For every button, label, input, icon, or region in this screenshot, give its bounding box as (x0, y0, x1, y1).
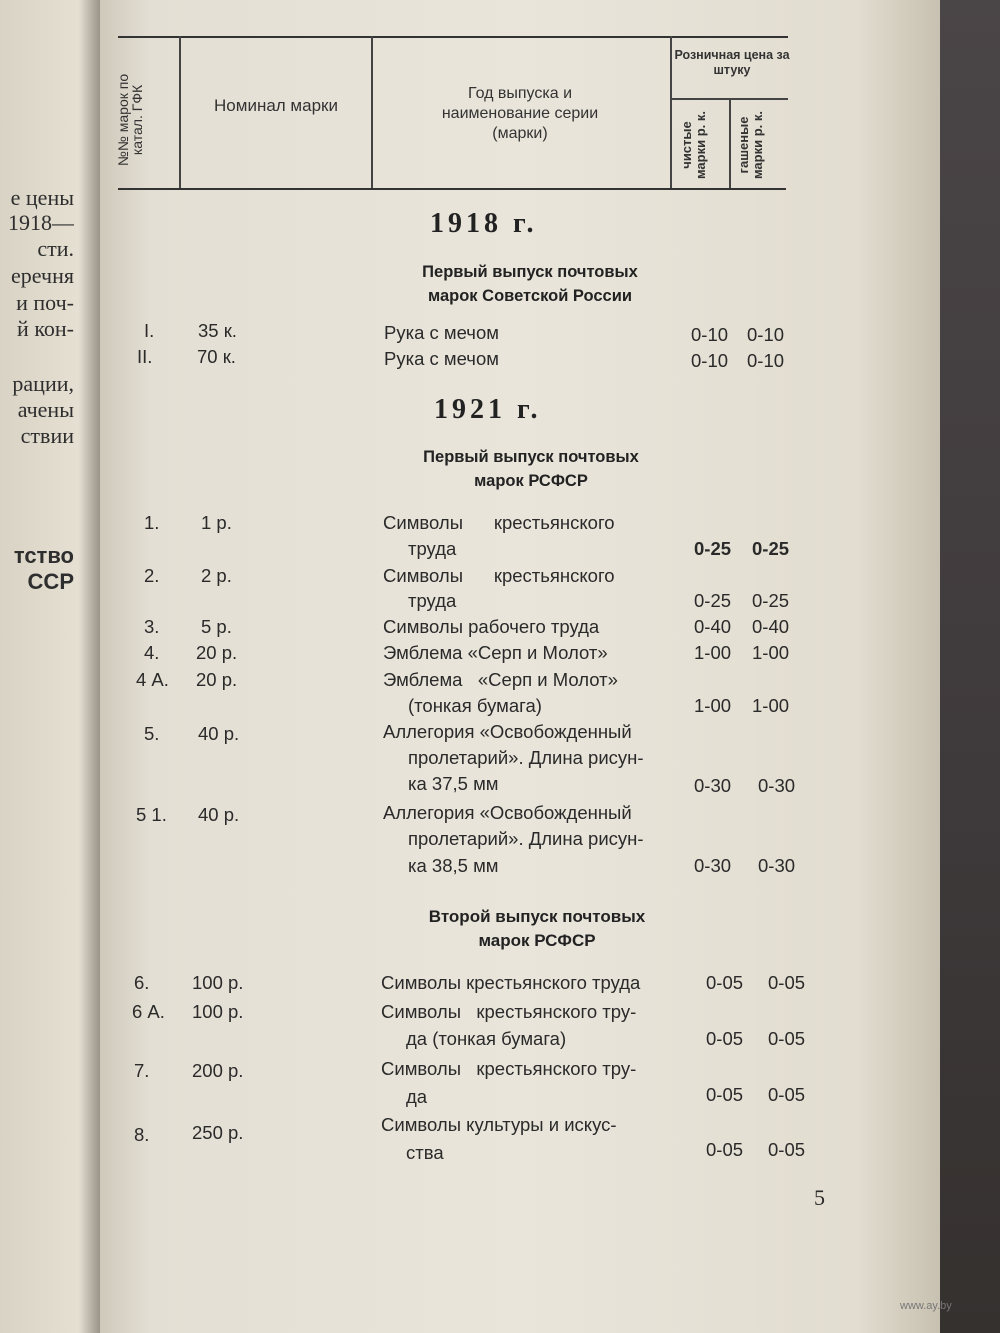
price-used: 0-05 (768, 1139, 806, 1160)
price-clean: 0-40 (694, 616, 732, 637)
header-catalog-number: №№ марок по катал. ГФК (115, 73, 145, 167)
nominal: 35 к. (198, 320, 237, 341)
header-top-rule (118, 36, 788, 38)
nominal: 2 р. (201, 565, 232, 586)
left-page-fragment: ствии (20, 424, 74, 448)
stamp-description: Символы крестьянского (383, 512, 615, 533)
left-page-fragment: ССР (27, 570, 74, 594)
price-clean: 1-00 (694, 695, 732, 716)
price-clean: 0-30 (694, 775, 732, 796)
stamp-description: Аллегория «Освобожденный (383, 721, 632, 742)
stamp-description: пролетарий». Длина рисун- (408, 747, 644, 768)
nominal: 100 р. (192, 972, 244, 993)
catalog-number: 4. (144, 642, 160, 663)
price-used: 0-05 (768, 1084, 806, 1105)
header-divider (729, 98, 731, 188)
left-page-fragment: еречня (11, 264, 74, 288)
price-clean: 0-05 (706, 1028, 744, 1049)
watermark: www.ay.by (900, 1300, 952, 1312)
header-retail-price: Розничная цена за штуку (674, 48, 790, 77)
catalog-number: 6. (134, 972, 150, 993)
nominal: 5 р. (201, 616, 232, 637)
catalog-number: I. (144, 320, 155, 341)
catalog-number: II. (137, 346, 153, 367)
stamp-description: Символы крестьянского (383, 565, 615, 586)
stamp-description: труда (408, 590, 457, 611)
price-clean: 0-10 (691, 350, 729, 371)
catalog-number: 2. (144, 565, 160, 586)
series-title: Первый выпуск почтовых марок Советской России (422, 263, 638, 305)
price-clean: 0-05 (706, 1139, 744, 1160)
price-used: 0-05 (768, 972, 806, 993)
price-used: 0-30 (758, 855, 796, 876)
stamp-description: пролетарий». Длина рисун- (408, 828, 644, 849)
stamp-description: Символы крестьянского труда (381, 972, 641, 993)
nominal: 100 р. (192, 1001, 244, 1022)
stamp-description: Символы рабочего труда (383, 616, 600, 637)
price-clean: 0-25 (694, 538, 732, 559)
stamp-description: Аллегория «Освобожденный (383, 802, 632, 823)
price-used: 0-40 (752, 616, 790, 637)
stamp-description: Эмблема «Серп и Молот» (383, 669, 618, 690)
catalog-number: 5 1. (136, 804, 167, 825)
catalog-number: 5. (144, 723, 160, 744)
stamp-description: Эмблема «Серп и Молот» (383, 642, 608, 663)
header-divider (670, 36, 672, 188)
header-series: Год выпуска и наименование серии (марки) (441, 85, 599, 142)
price-used: 0-10 (747, 324, 785, 345)
header-divider (371, 36, 373, 188)
catalog-number: 7. (134, 1060, 150, 1081)
header-bottom-rule (118, 188, 786, 190)
stamp-description: (тонкая бумага) (408, 695, 542, 716)
page-number: 5 (814, 1185, 825, 1210)
nominal: 40 р. (198, 804, 240, 825)
price-clean: 1-00 (694, 642, 732, 663)
header-used-stamps: гашеные марки р. к. (736, 111, 765, 180)
left-page-fragment: сти. (37, 237, 74, 261)
catalog-number: 4 А. (136, 669, 169, 690)
catalog-number: 1. (144, 512, 160, 533)
left-page-fragment: е цены (10, 186, 74, 210)
price-clean: 0-25 (694, 590, 732, 611)
header-clean-stamps: чистые марки р. к. (679, 111, 708, 180)
header-subrule (670, 98, 788, 100)
catalog-number: 8. (134, 1124, 150, 1145)
nominal: 1 р. (201, 512, 232, 533)
header-divider (179, 36, 181, 188)
price-used: 1-00 (752, 695, 790, 716)
stamp-description: Символы культуры и искус- (381, 1114, 617, 1135)
year-heading-1921: 1921 г. (434, 394, 542, 425)
nominal: 40 р. (198, 723, 240, 744)
stamp-description: Символы крестьянского тру- (381, 1001, 637, 1022)
stamp-description: Рука с мечом (384, 348, 499, 369)
stamp-description: Рука с мечом (384, 322, 499, 343)
left-page-fragment: и поч- (16, 291, 74, 315)
stamp-description: Символы крестьянского тру- (381, 1058, 637, 1079)
stamp-description: труда (408, 538, 457, 559)
left-page-fragment: 1918— (8, 211, 74, 235)
left-page-fragment: рации, (12, 372, 74, 396)
price-used: 0-25 (752, 590, 790, 611)
nominal: 250 р. (192, 1122, 244, 1143)
price-used: 0-25 (752, 538, 790, 559)
nominal: 200 р. (192, 1060, 244, 1081)
price-clean: 0-05 (706, 972, 744, 993)
year-heading-1918: 1918 г. (430, 208, 538, 239)
price-used: 1-00 (752, 642, 790, 663)
left-page-fragment: й кон- (17, 317, 74, 341)
stamp-description: ства (406, 1142, 444, 1163)
price-used: 0-05 (768, 1028, 806, 1049)
catalog-number: 6 А. (132, 1001, 165, 1022)
stamp-description: да (тонкая бумага) (406, 1028, 567, 1049)
price-clean: 0-30 (694, 855, 732, 876)
series-title: Второй выпуск почтовых марок РСФСР (428, 907, 646, 950)
nominal: 20 р. (196, 669, 238, 690)
stamp-description: ка 37,5 мм (408, 773, 499, 794)
nominal: 70 к. (197, 346, 236, 367)
series-title: Первый выпуск почтовых марок РСФСР (423, 448, 639, 490)
nominal: 20 р. (196, 642, 238, 663)
price-clean: 0-10 (691, 324, 729, 345)
left-page-fragment: ачены (17, 398, 74, 422)
stamp-description: ка 38,5 мм (408, 855, 499, 876)
header-nominal: Номинал марки (214, 96, 338, 115)
left-page-fragment: тство (13, 544, 74, 568)
catalog-number: 3. (144, 616, 160, 637)
price-used: 0-10 (747, 350, 785, 371)
stamp-description: да (406, 1086, 428, 1107)
price-clean: 0-05 (706, 1084, 744, 1105)
price-used: 0-30 (758, 775, 796, 796)
